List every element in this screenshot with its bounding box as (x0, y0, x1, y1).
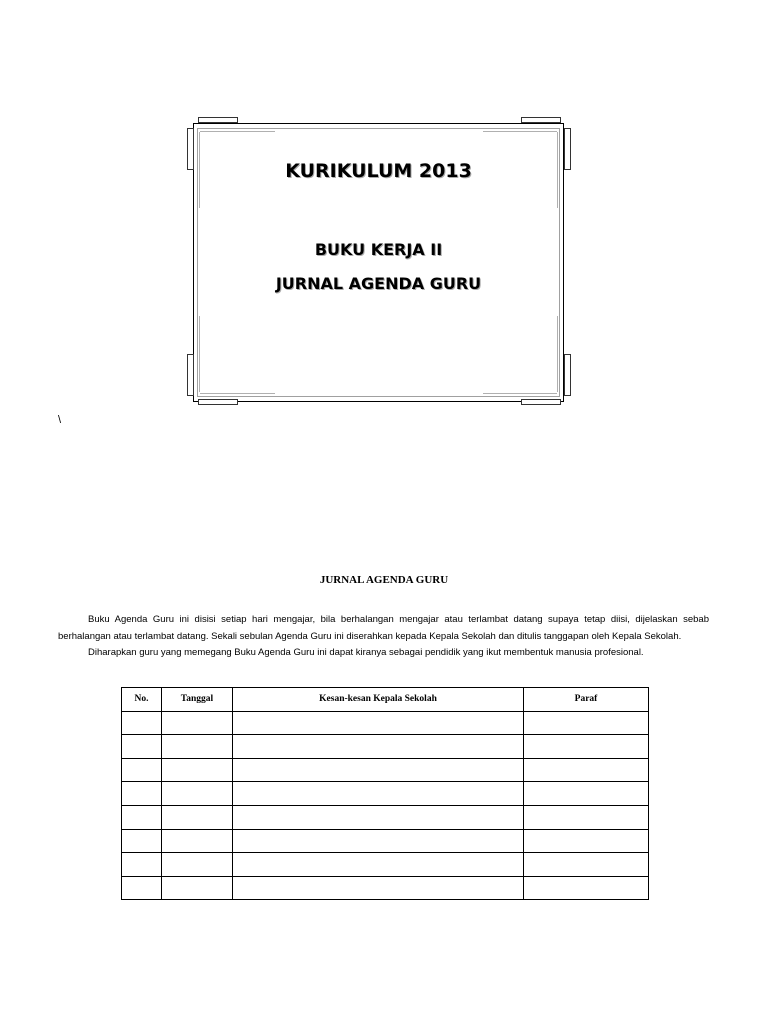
table-cell (162, 805, 233, 829)
table-cell (122, 735, 162, 759)
table-cell (122, 782, 162, 806)
table-cell (162, 829, 233, 853)
cover-deco-line (200, 393, 275, 394)
corner-tab-bottom-left (198, 399, 238, 405)
column-header-no: No. (122, 688, 162, 712)
corner-tab-top-right (521, 117, 561, 123)
cover-subtitle-journal: JURNAL AGENDA GURU (275, 274, 482, 293)
table-cell (162, 782, 233, 806)
table-row (122, 876, 649, 900)
table-cell (524, 876, 649, 900)
table-cell (233, 782, 524, 806)
table-row (122, 711, 649, 735)
corner-tab-right-upper (564, 128, 571, 170)
table-header-row (122, 688, 649, 712)
table-cell (122, 758, 162, 782)
table-row (122, 735, 649, 759)
corner-tab-left-lower (187, 354, 194, 396)
cover-deco-line (557, 316, 558, 392)
table-row (122, 853, 649, 877)
cover-deco-line (483, 393, 557, 394)
column-header-remarks: Kesan-kesan Kepala Sekolah (233, 688, 524, 712)
table-cell (233, 853, 524, 877)
table-cell (524, 758, 649, 782)
table-cell (162, 735, 233, 759)
instruction-paragraph: Buku Agenda Guru ini disisi setiap hari mengajar, bila berhalangan mengajar atau terlambat datang supaya tetap diisi, dijelaskan sebab berhalangan atau terlambat datang. Sekali sebulan Agenda Guru ini diserahkan kepada Kepala Sekolah dan ditulis tanggapan oleh Kepala Sekolah. (58, 614, 709, 642)
instruction-paragraph: Diharapkan guru yang memegang Buku Agenda Guru ini dapat kiranya sebagai pendidik yang ikut membentuk manusia profesional. (88, 647, 644, 658)
table-cell (233, 711, 524, 735)
corner-tab-right-lower (564, 354, 571, 396)
stray-character: \ (58, 414, 62, 426)
table-row (122, 829, 649, 853)
table-cell (122, 829, 162, 853)
table-row (122, 782, 649, 806)
table-row (122, 758, 649, 782)
table-cell (122, 711, 162, 735)
table-cell (122, 805, 162, 829)
table-cell (524, 829, 649, 853)
table-cell (233, 735, 524, 759)
table-cell (524, 853, 649, 877)
cover-subtitle-book: BUKU KERJA II (314, 240, 443, 259)
table-cell (162, 711, 233, 735)
table-cell (233, 805, 524, 829)
cover-deco-line (199, 316, 200, 392)
corner-tab-top-left (198, 117, 238, 123)
table-cell (233, 876, 524, 900)
table-row (122, 805, 649, 829)
agenda-table (121, 687, 649, 900)
cover-deco-line (483, 131, 557, 132)
table-cell (122, 853, 162, 877)
table-cell (233, 758, 524, 782)
table-cell (233, 829, 524, 853)
table-cell (162, 876, 233, 900)
table-cell (524, 782, 649, 806)
cover-title: KURIKULUM 2013 (285, 160, 472, 182)
column-header-date: Tanggal (162, 688, 233, 712)
table-cell (162, 758, 233, 782)
cover-deco-line (200, 131, 275, 132)
table-cell (524, 735, 649, 759)
corner-tab-bottom-right (521, 399, 561, 405)
column-header-signature: Paraf (524, 688, 649, 712)
table-cell (524, 711, 649, 735)
table-cell (162, 853, 233, 877)
table-cell (524, 805, 649, 829)
section-title: JURNAL AGENDA GURU (319, 574, 449, 586)
table-cell (122, 876, 162, 900)
